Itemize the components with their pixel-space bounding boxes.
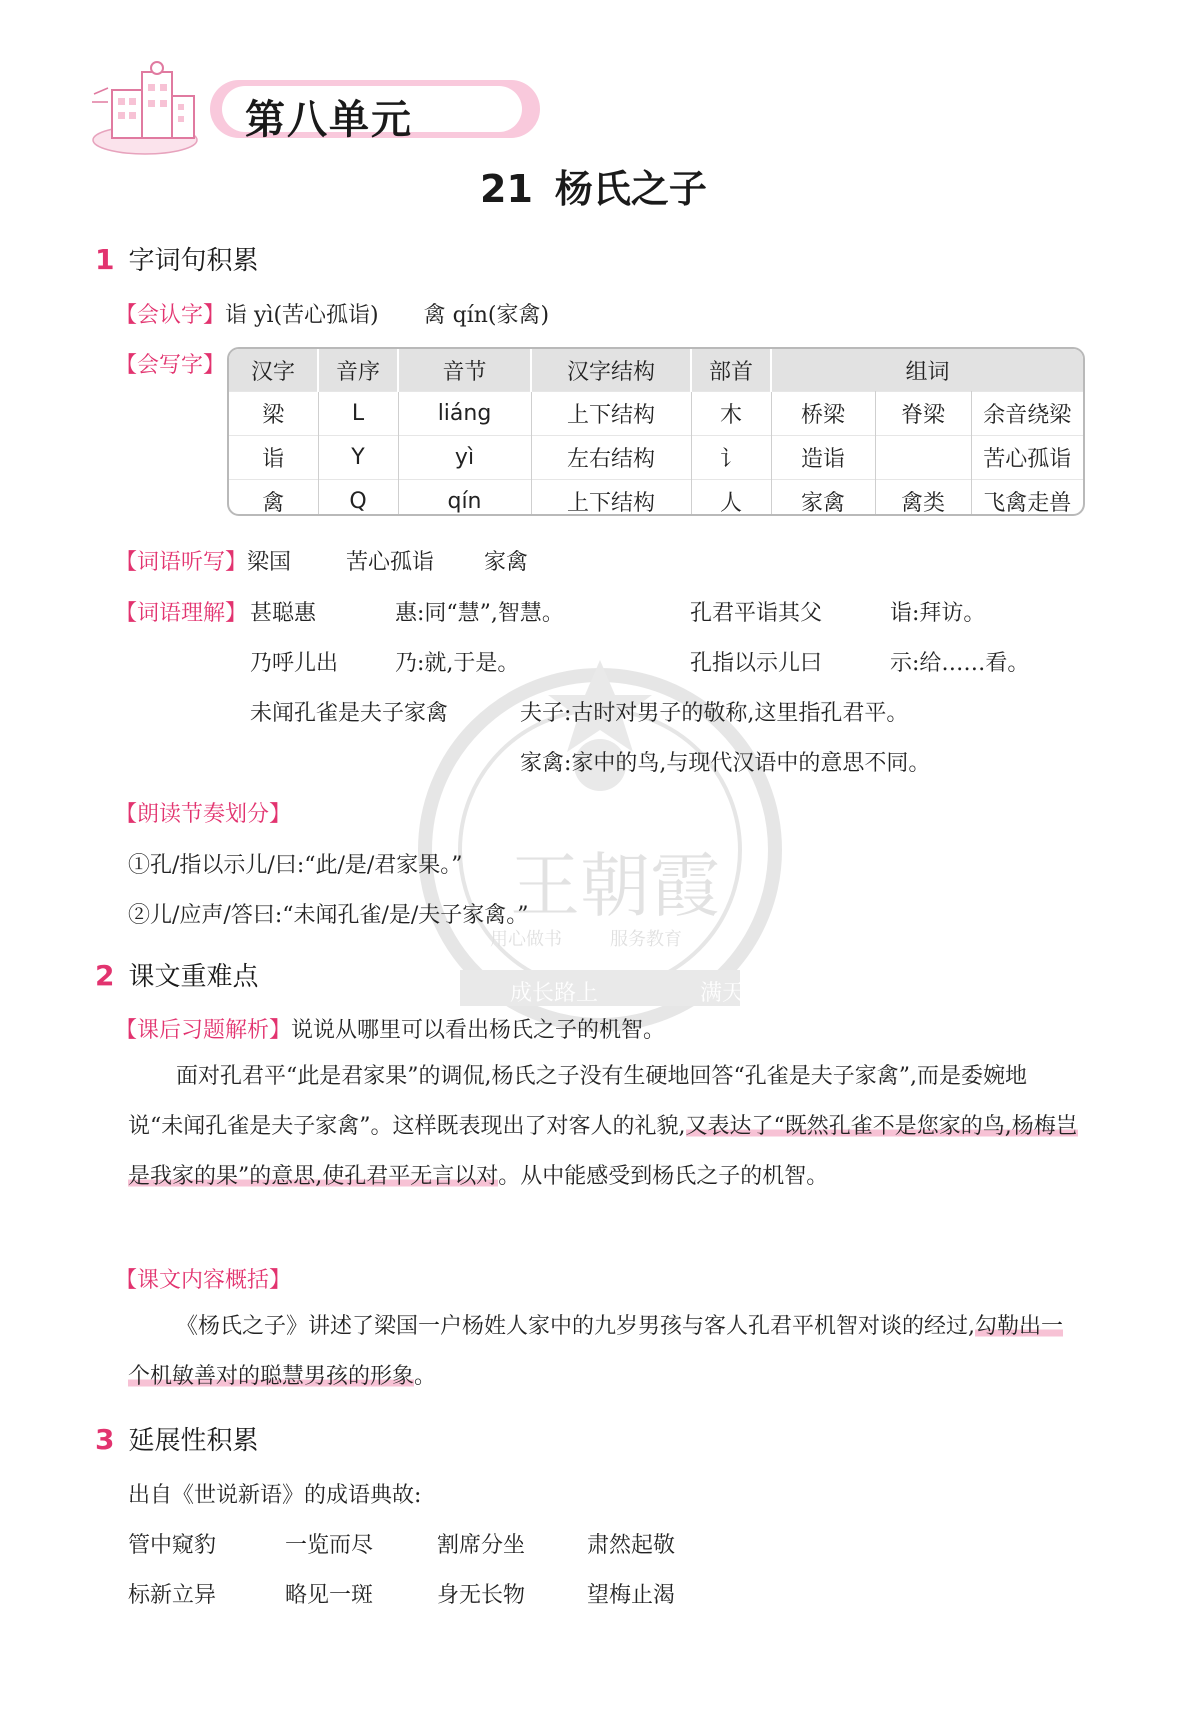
school-building-icon	[90, 58, 220, 158]
understanding-meaning: 惠:同“慧”,智慧。	[395, 601, 564, 626]
summary-highlight: 勾勒出一个机敏善对的聪慧男孩的形象	[128, 1314, 1064, 1389]
watermark-slogan-right: 服务教育	[610, 929, 682, 950]
table-header: 汉字	[229, 349, 318, 392]
idiom-item: 身无长物	[437, 1583, 526, 1608]
understanding-phrase: 乃呼儿出	[250, 651, 339, 676]
section-3-heading	[95, 1420, 259, 1457]
watermark-brand: 王朝霞	[510, 845, 720, 927]
rhythm-line: ①孔/指以示儿/曰:“此/是/君家果。”	[128, 853, 463, 878]
lesson-title	[480, 158, 707, 213]
cell-structure: 上下结构	[531, 392, 691, 436]
understanding-meaning: 乃:就,于是。	[395, 651, 520, 676]
summary-text	[128, 1302, 1080, 1402]
section-title: 延展性积累	[128, 1426, 259, 1456]
cell-pinyin: qín	[398, 480, 531, 517]
rhythm-line: ②儿/应声/答曰:“未闻孔雀/是/夫子家禽。”	[128, 903, 529, 928]
cell-word: 脊梁	[875, 392, 971, 436]
understanding-phrase: 孔君平诣其父	[690, 601, 823, 626]
answer-highlight: 又表达了“既然孔雀不是您家的鸟,杨梅岂是我家的果”的意思,使孔君平无言以对	[128, 1114, 1078, 1189]
summary-tag-line	[115, 1263, 291, 1294]
table-header-row	[229, 349, 1083, 392]
understanding-meaning: 示:给……看。	[890, 651, 1030, 676]
cell-pinyin: liáng	[398, 392, 531, 436]
cell-word: 桥梁	[771, 392, 875, 436]
unit-title: 第八单元	[245, 97, 413, 143]
understanding-tag: 【词语理解】	[115, 601, 248, 626]
dictation-line	[115, 545, 528, 576]
lesson-name: 杨氏之子	[554, 167, 707, 211]
dictation-word: 家禽	[484, 550, 529, 575]
answer-text: 面对孔君平“此是君家果”的调侃,杨氏之子没有生硬地回答“孔雀是夫子家禽”,而是委婉地说“未闻孔雀是夫子家禽”。这样既表现出了对客人的礼貌,	[128, 1064, 1027, 1139]
understanding-meaning: 家禽:家中的鸟,与现代汉语中的意思不同。	[520, 751, 931, 776]
cell-word: 禽类	[875, 480, 971, 517]
dictation-word: 苦心孤诣	[346, 550, 435, 575]
summary-tag: 【课文内容概括】	[115, 1268, 292, 1293]
understanding-phrase: 未闻孔雀是夫子家禽	[250, 701, 449, 726]
understanding-meaning: 诣:拜访。	[890, 601, 986, 626]
idiom-item: 略见一斑	[285, 1583, 374, 1608]
answer-text: 。从中能感受到杨氏之子的机智。	[498, 1164, 829, 1189]
watermark-ribbon: 成长路上	[510, 981, 599, 1006]
section-2-heading	[95, 956, 259, 993]
cell-radical: 讠	[691, 436, 771, 480]
idiom-item: 管中窥豹	[128, 1533, 217, 1558]
char-table-container	[227, 347, 1085, 516]
exercise-line	[115, 1013, 665, 1044]
cell-char: 梁	[229, 392, 318, 436]
understanding-phrase: 孔指以示儿曰	[690, 651, 823, 676]
table-header: 组词	[771, 349, 1083, 392]
rhythm-tag: 【朗读节奏划分】	[115, 802, 292, 827]
watermark-ribbon-right: 满天	[700, 981, 745, 1006]
watermark-slogan-left: 用心做书	[490, 929, 562, 950]
summary-body: 。	[414, 1364, 437, 1389]
recognize-item-1: 诣 yì(苦心孤诣)	[225, 303, 379, 328]
table-header: 部首	[691, 349, 771, 392]
cell-order: L	[318, 392, 398, 436]
cell-radical: 人	[691, 480, 771, 517]
cell-char: 禽	[229, 480, 318, 517]
cell-word: 造诣	[771, 436, 875, 480]
cell-word: 飞禽走兽	[971, 480, 1083, 517]
understanding-meaning: 夫子:古时对男子的敬称,这里指孔君平。	[520, 701, 909, 726]
section-title: 字词句积累	[128, 246, 259, 276]
idiom-item: 望梅止渴	[587, 1583, 676, 1608]
idiom-item: 一览而尽	[285, 1533, 374, 1558]
exercise-question: 说说从哪里可以看出杨氏之子的机智。	[291, 1018, 666, 1043]
understanding-tag-line	[115, 596, 247, 627]
idioms-intro: 出自《世说新语》的成语典故:	[128, 1483, 422, 1508]
dictation-word: 梁国	[247, 550, 292, 575]
section-title: 课文重难点	[128, 962, 259, 992]
exercise-answer	[128, 1052, 1080, 1202]
table-row	[229, 436, 1083, 480]
table-row	[229, 392, 1083, 436]
cell-radical: 木	[691, 392, 771, 436]
table-header: 音序	[318, 349, 398, 392]
table-header: 音节	[398, 349, 531, 392]
cell-order: Y	[318, 436, 398, 480]
idiom-item: 标新立异	[128, 1583, 217, 1608]
recognize-tag: 【会认字】	[115, 303, 226, 328]
cell-word: 苦心孤诣	[971, 436, 1083, 480]
cell-char: 诣	[229, 436, 318, 480]
understanding-phrase: 甚聪惠	[250, 601, 317, 626]
cell-word: 家禽	[771, 480, 875, 517]
summary-body: 《杨氏之子》讲述了梁国一户杨姓人家中的九岁男孩与客人孔君平机智对谈的经过,	[176, 1314, 975, 1339]
dictation-tag: 【词语听写】	[115, 550, 248, 575]
idiom-item: 肃然起敬	[587, 1533, 676, 1558]
cell-structure: 左右结构	[531, 436, 691, 480]
cell-word: 余音绕梁	[971, 392, 1083, 436]
write-tag: 【会写字】	[115, 353, 226, 378]
cell-pinyin: yì	[398, 436, 531, 480]
lesson-number: 21	[480, 167, 533, 211]
table-row	[229, 480, 1083, 517]
exercise-tag: 【课后习题解析】	[115, 1018, 292, 1043]
char-table	[229, 349, 1083, 516]
section-number: 3	[95, 1423, 115, 1456]
cell-structure: 上下结构	[531, 480, 691, 517]
section-number: 2	[95, 959, 115, 992]
section-1-heading	[95, 240, 259, 277]
recognize-line	[115, 298, 549, 329]
write-tag-line	[115, 348, 225, 379]
rhythm-tag-line	[115, 797, 291, 828]
section-number: 1	[95, 243, 115, 276]
recognize-item-2: 禽 qín(家禽)	[423, 303, 550, 328]
table-header: 汉字结构	[531, 349, 691, 392]
cell-word	[875, 436, 971, 480]
idiom-item: 割席分坐	[437, 1533, 526, 1558]
cell-order: Q	[318, 480, 398, 517]
unit-banner	[90, 58, 460, 158]
